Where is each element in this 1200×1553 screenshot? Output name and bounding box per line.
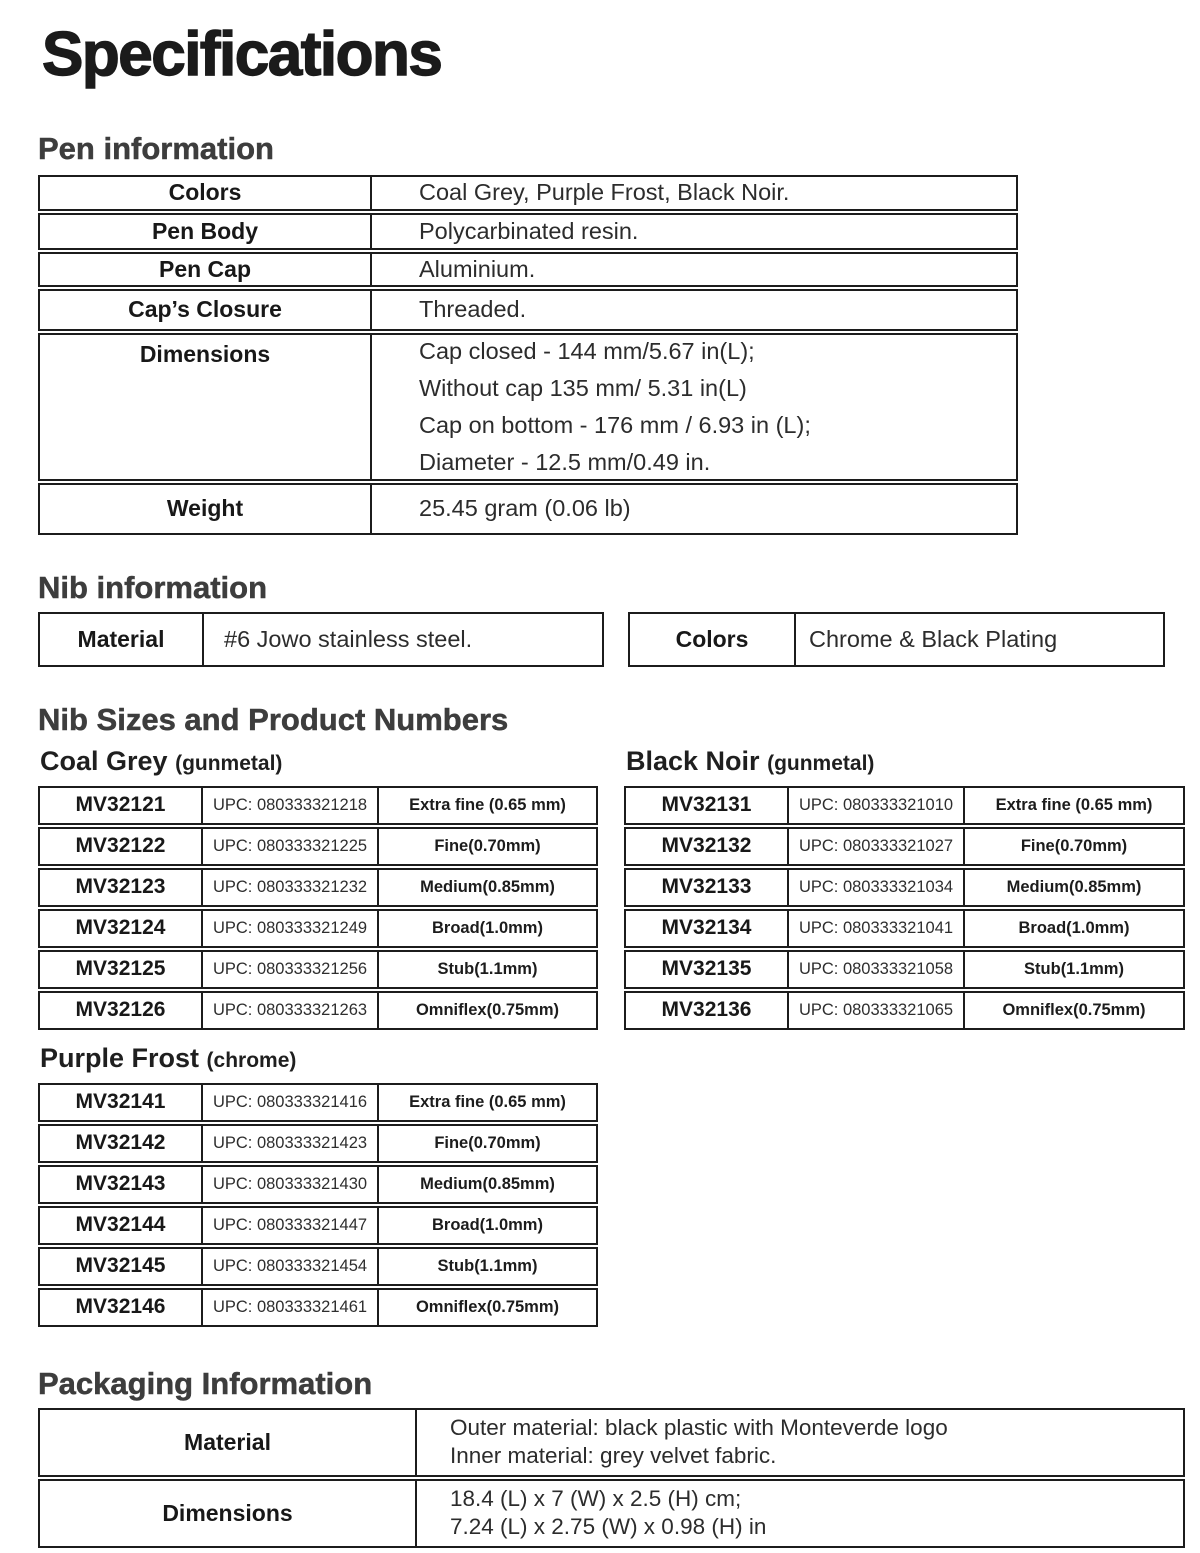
nib-size-cell: Omniflex(0.75mm) xyxy=(415,1000,560,1019)
table-row xyxy=(38,252,1018,287)
model-cell: MV32125 xyxy=(40,952,203,987)
row-label: Colors xyxy=(630,614,796,665)
table-row xyxy=(624,827,1185,866)
nib-size-cell: Extra fine (0.65 mm) xyxy=(409,1092,566,1111)
model-cell: MV32133 xyxy=(626,870,789,905)
model-cell: MV32146 xyxy=(40,1290,203,1325)
upc-cell: UPC: 080333321416 xyxy=(203,1085,379,1120)
pen-information-heading: Pen information xyxy=(38,130,274,166)
table-row xyxy=(38,213,1018,250)
row-value xyxy=(372,335,1016,479)
model-cell: MV32126 xyxy=(40,993,203,1028)
table-row xyxy=(38,1479,1185,1548)
upc-cell: UPC: 080333321430 xyxy=(203,1167,379,1202)
nib-material-box xyxy=(38,612,604,667)
purple-frost-block xyxy=(38,1043,598,1327)
value-line: Cap closed - 144 mm/5.67 in(L); xyxy=(419,337,755,364)
value-line: Threaded. xyxy=(419,296,527,323)
coal-grey-table xyxy=(38,786,598,1030)
nib-sizes-columns xyxy=(38,746,1200,1327)
table-row xyxy=(38,827,598,866)
table-row xyxy=(624,950,1185,989)
nib-size-cell: Stub(1.1mm) xyxy=(437,959,538,978)
row-label: Dimensions xyxy=(40,335,372,479)
table-row xyxy=(38,909,598,948)
pen-information-table xyxy=(38,175,1018,535)
nib-size-cell: Broad(1.0mm) xyxy=(432,918,543,937)
upc-cell: UPC: 080333321232 xyxy=(203,870,379,905)
table-row xyxy=(38,868,598,907)
table-row xyxy=(624,909,1185,948)
nib-information-heading: Nib information xyxy=(38,569,268,605)
value-line: Aluminium. xyxy=(419,255,536,282)
row-value xyxy=(417,1410,1183,1475)
row-value xyxy=(372,177,1016,209)
nib-size-cell: Extra fine (0.65 mm) xyxy=(995,795,1153,814)
color-name: Purple Frost xyxy=(40,1042,200,1073)
nib-colors-box xyxy=(628,612,1165,667)
model-cell: MV32142 xyxy=(40,1126,203,1161)
table-row xyxy=(38,1124,598,1163)
row-value xyxy=(372,215,1016,248)
nib-size-cell: Stub(1.1mm) xyxy=(1024,959,1124,978)
black-noir-table xyxy=(624,786,1185,1030)
table-row xyxy=(38,1083,598,1122)
model-cell: MV32122 xyxy=(40,829,203,864)
upc-cell: UPC: 080333321027 xyxy=(789,829,965,864)
upc-cell: UPC: 080333321263 xyxy=(203,993,379,1028)
finish-name: (gunmetal) xyxy=(767,751,875,775)
purple-frost-subheading xyxy=(40,1043,598,1076)
value-line: Outer material: black plastic with Monteverde logo xyxy=(450,1414,948,1440)
upc-cell: UPC: 080333321447 xyxy=(203,1208,379,1243)
row-label: Colors xyxy=(40,177,372,209)
coal-grey-subheading xyxy=(40,746,598,779)
row-label: Pen Cap xyxy=(40,254,372,285)
table-row xyxy=(624,786,1185,825)
nib-size-cell: Fine(0.70mm) xyxy=(1020,836,1128,855)
nib-size-cell: Stub(1.1mm) xyxy=(437,1256,538,1275)
value-line: 7.24 (L) x 2.75 (W) x 0.98 (H) in xyxy=(450,1514,767,1540)
table-row xyxy=(38,333,1018,481)
value-line: Diameter - 12.5 mm/0.49 in. xyxy=(419,448,711,475)
row-value xyxy=(417,1481,1183,1546)
value-line: Inner material: grey velvet fabric. xyxy=(450,1443,777,1469)
upc-cell: UPC: 080333321454 xyxy=(203,1249,379,1284)
row-label: Pen Body xyxy=(40,215,372,248)
black-noir-block xyxy=(624,746,1185,1030)
finish-name: (chrome) xyxy=(206,1048,297,1072)
model-cell: MV32145 xyxy=(40,1249,203,1284)
upc-cell: UPC: 080333321225 xyxy=(203,829,379,864)
color-name: Black Noir xyxy=(626,745,760,776)
upc-cell: UPC: 080333321034 xyxy=(789,870,965,905)
nib-size-cell: Omniflex(0.75mm) xyxy=(415,1297,560,1316)
row-label: Material xyxy=(40,614,204,665)
purple-frost-table xyxy=(38,1083,598,1327)
model-cell: MV32141 xyxy=(40,1085,203,1120)
row-label: Weight xyxy=(40,485,372,533)
upc-cell: UPC: 080333321058 xyxy=(789,952,965,987)
table-row xyxy=(38,175,1018,211)
packaging-information-table xyxy=(38,1408,1185,1548)
nib-sizes-left-column xyxy=(38,746,598,1327)
upc-cell: UPC: 080333321041 xyxy=(789,911,965,946)
value-line: Coal Grey, Purple Frost, Black Noir. xyxy=(419,179,790,206)
model-cell: MV32123 xyxy=(40,870,203,905)
value-line: 18.4 (L) x 7 (W) x 2.5 (H) cm; xyxy=(450,1485,742,1511)
nib-size-cell: Broad(1.0mm) xyxy=(432,1215,543,1234)
nib-size-cell: Medium(0.85mm) xyxy=(420,877,555,896)
model-cell: MV32136 xyxy=(626,993,789,1028)
black-noir-subheading xyxy=(626,746,1185,779)
value-line: Polycarbinated resin. xyxy=(419,217,639,244)
nib-sizes-right-column xyxy=(624,746,1185,1030)
table-row xyxy=(624,991,1185,1030)
upc-cell: UPC: 080333321461 xyxy=(203,1290,379,1325)
table-row xyxy=(38,1206,598,1245)
upc-cell: UPC: 080333321218 xyxy=(203,788,379,823)
table-row xyxy=(38,950,598,989)
nib-size-cell: Broad(1.0mm) xyxy=(1018,918,1130,937)
nib-size-cell: Medium(0.85mm) xyxy=(420,1174,555,1193)
table-row xyxy=(38,1408,1185,1477)
nib-size-cell: Medium(0.85mm) xyxy=(1006,877,1142,896)
row-value: #6 Jowo stainless steel. xyxy=(224,625,473,652)
model-cell: MV32121 xyxy=(40,788,203,823)
packaging-information-heading: Packaging Information xyxy=(38,1365,373,1401)
finish-name: (gunmetal) xyxy=(175,751,283,775)
row-value: Chrome & Black Plating xyxy=(809,625,1058,652)
model-cell: MV32132 xyxy=(626,829,789,864)
table-row xyxy=(624,868,1185,907)
table-row xyxy=(38,483,1018,535)
nib-size-cell: Extra fine (0.65 mm) xyxy=(409,795,566,814)
color-name: Coal Grey xyxy=(40,745,168,776)
row-value xyxy=(372,485,1016,533)
table-row xyxy=(38,1288,598,1327)
upc-cell: UPC: 080333321249 xyxy=(203,911,379,946)
nib-size-cell: Omniflex(0.75mm) xyxy=(1002,1000,1146,1019)
upc-cell: UPC: 080333321065 xyxy=(789,993,965,1028)
model-cell: MV32143 xyxy=(40,1167,203,1202)
table-row xyxy=(38,786,598,825)
model-cell: MV32144 xyxy=(40,1208,203,1243)
model-cell: MV32134 xyxy=(626,911,789,946)
upc-cell: UPC: 080333321423 xyxy=(203,1126,379,1161)
value-line: Cap on bottom - 176 mm / 6.93 in (L); xyxy=(419,411,811,438)
coal-grey-block xyxy=(38,746,598,1030)
table-row xyxy=(38,289,1018,331)
model-cell: MV32135 xyxy=(626,952,789,987)
row-value xyxy=(372,291,1016,329)
table-row xyxy=(38,1247,598,1286)
row-label: Material xyxy=(40,1410,417,1475)
model-cell: MV32131 xyxy=(626,788,789,823)
nib-size-cell: Fine(0.70mm) xyxy=(434,836,541,855)
row-label: Cap’s Closure xyxy=(40,291,372,329)
value-line: 25.45 gram (0.06 lb) xyxy=(419,495,631,522)
upc-cell: UPC: 080333321256 xyxy=(203,952,379,987)
nib-size-cell: Fine(0.70mm) xyxy=(434,1133,541,1152)
model-cell: MV32124 xyxy=(40,911,203,946)
table-row xyxy=(38,991,598,1030)
page-title: Specifications xyxy=(42,20,442,89)
nib-information-tables xyxy=(38,612,1200,667)
upc-cell: UPC: 080333321010 xyxy=(789,788,965,823)
row-value xyxy=(372,254,1016,285)
table-row xyxy=(38,1165,598,1204)
row-label: Dimensions xyxy=(40,1481,417,1546)
value-line: Without cap 135 mm/ 5.31 in(L) xyxy=(419,374,747,401)
nib-sizes-heading: Nib Sizes and Product Numbers xyxy=(38,701,509,737)
